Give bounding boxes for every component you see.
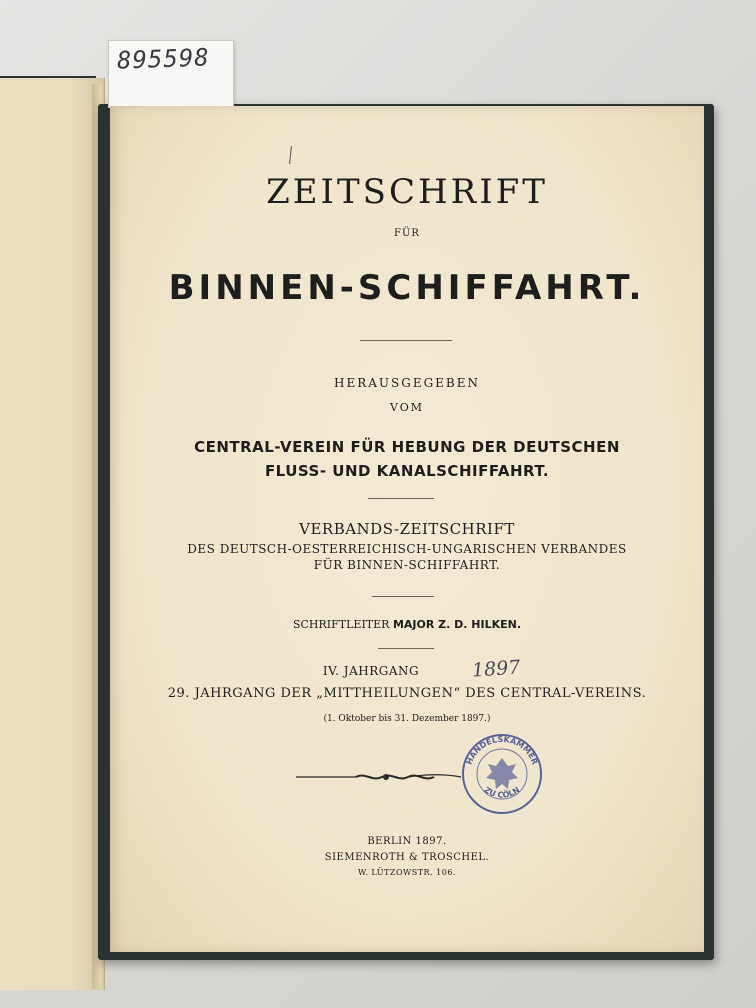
editor-label: SCHRIFTLEITER bbox=[292, 618, 390, 631]
place-year: BERLIN 1897. bbox=[367, 836, 447, 847]
divider-rule-3 bbox=[372, 596, 434, 597]
date-range: (1. Oktober bis 31. Dezember 1897.) bbox=[323, 714, 491, 724]
publisher-society-line-1: CENTRAL-VEREIN FÜR HEBUNG DER DEUTSCHEN bbox=[194, 438, 620, 456]
label-number: 895598 bbox=[116, 43, 211, 75]
vom-label: VOM bbox=[389, 401, 425, 414]
title-line-1: ZEITSCHRIFT bbox=[266, 172, 548, 212]
mittheilungen-line: 29. JAHRGANG DER „MITTHEILUNGEN“ DES CENTRAL-VEREINS. bbox=[167, 686, 647, 701]
pencil-mark bbox=[289, 146, 292, 164]
editor-line bbox=[110, 618, 704, 631]
shelf-label bbox=[108, 40, 234, 108]
library-stamp bbox=[460, 732, 544, 816]
stamp-text-bottom: ZU CÖLN bbox=[482, 785, 522, 800]
divider-rule-2 bbox=[368, 498, 434, 499]
verbands-line-2: FÜR BINNEN-SCHIFFAHRT. bbox=[313, 558, 501, 572]
ornament-flourish bbox=[296, 770, 476, 784]
title-page bbox=[110, 106, 704, 952]
stamp-text-top: HANDELSKAMMER bbox=[464, 734, 540, 766]
handwritten-year: 1897 bbox=[471, 656, 522, 682]
publisher-address: W. LÜTZOWSTR. 106. bbox=[358, 868, 456, 877]
verbands-line-1: DES DEUTSCH-OESTERREICHISCH-UNGARISCHEN VERBANDES bbox=[187, 542, 627, 556]
divider-rule-1 bbox=[360, 340, 452, 341]
facing-page bbox=[0, 78, 105, 990]
title-line-2: BINNEN-SCHIFFAHRT. bbox=[168, 268, 646, 308]
divider-rule-4 bbox=[378, 648, 434, 649]
verbands-title: VERBANDS-ZEITSCHRIFT bbox=[299, 520, 515, 538]
title-connector: FÜR bbox=[394, 228, 420, 239]
herausgegeben-label: HERAUSGEGEBEN bbox=[333, 376, 481, 390]
volume-label: IV. JAHRGANG bbox=[322, 664, 420, 678]
publisher-society-line-2: FLUSS- UND KANALSCHIFFAHRT. bbox=[264, 462, 550, 480]
editor-name: MAJOR Z. D. HILKEN. bbox=[392, 618, 522, 631]
svg-text:ZU CÖLN bbox=[483, 785, 522, 800]
publisher-name: SIEMENROTH & TROSCHEL. bbox=[324, 852, 490, 863]
